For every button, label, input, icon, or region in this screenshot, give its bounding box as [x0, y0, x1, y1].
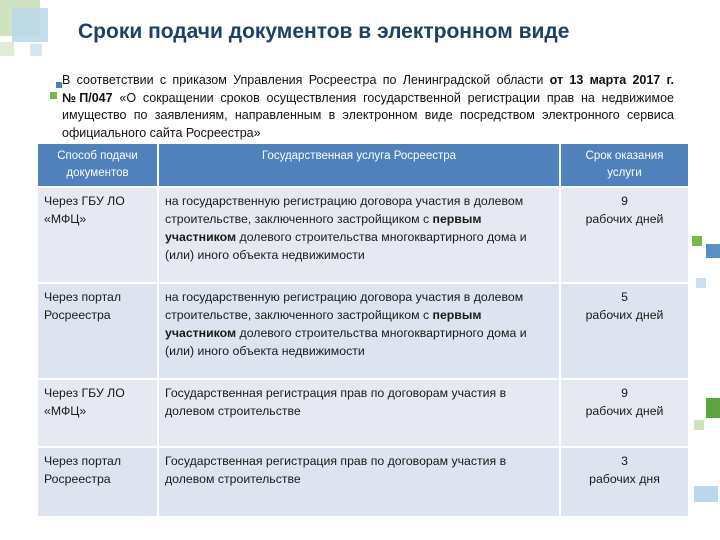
table-row — [37, 447, 689, 517]
cell-term — [560, 379, 689, 447]
deadlines-table — [36, 142, 690, 518]
cell-method: Через портал Росреестра — [37, 283, 158, 379]
cell-method: Через ГБУ ЛО «МФЦ» — [37, 379, 158, 447]
cell-term — [560, 187, 689, 283]
cell-service: Государственная регистрация прав по договорам участия в долевом строительстве — [158, 447, 560, 517]
cell-method: Через портал Росреестра — [37, 447, 158, 517]
term-number: 5 — [621, 290, 628, 304]
cell-service: на государственную регистрацию договора участия в долевом строительстве, заключенного застройщиком с первым участником долевого строительства многоквартирного дома и (или) иного объекта недвижимости — [158, 187, 560, 283]
term-unit: рабочих дней — [585, 404, 664, 418]
cell-term — [560, 447, 689, 517]
header-method: Способ подачи документов — [37, 143, 158, 187]
table-header-row — [37, 143, 689, 187]
cell-term — [560, 283, 689, 379]
table-row — [37, 283, 689, 379]
term-number: 9 — [621, 386, 628, 400]
intro-text-part2: «О сокращении сроков осуществления государственной регистрации прав на недвижимое имущество по заявлениям, направленным в электронном виде посредством электронного сервиса официального сайта Росреестра» — [62, 90, 675, 140]
cell-method: Через ГБУ ЛО «МФЦ» — [37, 187, 158, 283]
intro-paragraph — [62, 72, 674, 142]
intro-order-reference: от 13 марта 2017 г. №П/047 — [62, 73, 674, 105]
term-unit: рабочих дней — [585, 308, 664, 322]
term-unit: рабочих дня — [589, 472, 660, 486]
cell-service: на государственную регистрацию договора участия в долевом строительстве, заключенного застройщиком с первым участником долевого строительства многоквартирного дома и (или) иного объекта недвижимости — [158, 283, 560, 379]
table-row — [37, 187, 689, 283]
term-number: 9 — [621, 194, 628, 208]
cell-service: Государственная регистрация прав по договорам участия в долевом строительстве — [158, 379, 560, 447]
intro-text-part1: В соответствии с приказом Управления Росреестра по Ленинградской области — [62, 73, 550, 87]
term-unit: рабочих дней — [585, 212, 664, 226]
table-row — [37, 379, 689, 447]
header-service: Государственная услуга Росреестра — [158, 143, 560, 187]
page-title: Сроки подачи документов в электронном виде — [78, 20, 570, 43]
term-number: 3 — [621, 454, 628, 468]
accent-square-green — [50, 92, 57, 99]
header-term: Срок оказания услуги — [560, 143, 689, 187]
